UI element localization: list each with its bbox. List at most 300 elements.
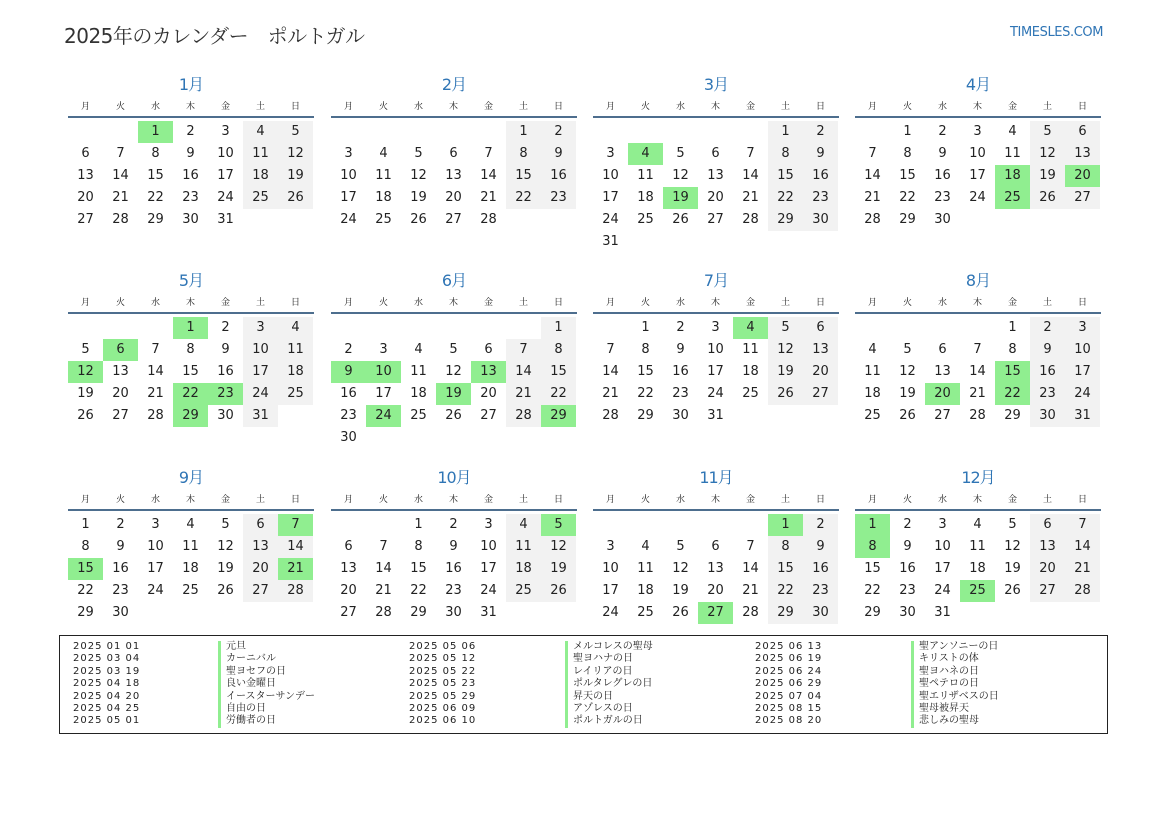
day-cell: 19 bbox=[278, 165, 313, 187]
weekday-label: 月 bbox=[343, 102, 353, 112]
legend-holiday-name: ポルトガルの日 bbox=[565, 715, 653, 727]
day-cell: 19 bbox=[410, 190, 427, 205]
day-cell: 7 bbox=[484, 146, 493, 161]
day-cell: 20 bbox=[112, 386, 129, 401]
day-cell: 3 bbox=[221, 124, 230, 139]
weekday-header bbox=[331, 294, 577, 314]
weekday-label: 土 bbox=[518, 495, 528, 505]
weekday-label: 月 bbox=[605, 102, 615, 112]
holiday-day-cell: 1 bbox=[768, 514, 803, 536]
legend-dates-col-3 bbox=[755, 641, 822, 728]
holiday-day-cell: 1 bbox=[855, 514, 890, 536]
holiday-day-cell: 8 bbox=[855, 536, 890, 558]
weekday-label: 月 bbox=[867, 298, 877, 308]
day-cell: 2 bbox=[116, 517, 125, 532]
day-cell: 5 bbox=[81, 342, 90, 357]
empty-cell bbox=[506, 317, 541, 339]
legend-names-col-1 bbox=[218, 641, 315, 728]
day-cell: 14 bbox=[1065, 536, 1100, 558]
legend-holiday-name: 聖エリザベスの日 bbox=[911, 691, 999, 703]
month-4 bbox=[855, 72, 1101, 231]
days-grid bbox=[331, 121, 577, 231]
day-cell: 13 bbox=[112, 364, 129, 379]
weekday-label: 月 bbox=[80, 298, 90, 308]
day-cell: 2 bbox=[221, 320, 230, 335]
day-cell: 16 bbox=[672, 364, 689, 379]
day-cell: 27 bbox=[445, 212, 462, 227]
weekday-label: 土 bbox=[255, 495, 265, 505]
day-cell: 9 bbox=[1030, 339, 1065, 361]
day-cell: 5 bbox=[449, 342, 458, 357]
day-cell: 3 bbox=[243, 317, 278, 339]
weekday-label: 金 bbox=[483, 298, 493, 308]
day-cell: 12 bbox=[899, 364, 916, 379]
day-cell: 28 bbox=[742, 212, 759, 227]
day-cell: 18 bbox=[375, 190, 392, 205]
weekday-label: 火 bbox=[640, 298, 650, 308]
day-cell: 1 bbox=[541, 317, 576, 339]
day-cell: 29 bbox=[768, 602, 803, 624]
empty-cell bbox=[331, 317, 366, 339]
empty-cell bbox=[103, 317, 138, 339]
day-cell: 1 bbox=[414, 517, 423, 532]
day-cell: 21 bbox=[969, 386, 986, 401]
day-cell: 31 bbox=[243, 405, 278, 427]
legend-holiday-name: 聖ヨハナの日 bbox=[565, 653, 653, 665]
day-cell: 29 bbox=[899, 212, 916, 227]
holiday-day-cell: 19 bbox=[663, 187, 698, 209]
day-cell: 29 bbox=[410, 605, 427, 620]
day-cell: 25 bbox=[637, 605, 654, 620]
day-cell: 5 bbox=[676, 146, 685, 161]
legend-dates-col-2 bbox=[409, 641, 476, 728]
day-cell: 26 bbox=[672, 212, 689, 227]
day-cell: 11 bbox=[375, 168, 392, 183]
legend-holiday-name: 自由の日 bbox=[218, 703, 315, 715]
day-cell: 18 bbox=[637, 583, 654, 598]
month-7 bbox=[593, 268, 839, 427]
holiday-day-cell: 15 bbox=[68, 558, 103, 580]
days-grid bbox=[593, 514, 839, 624]
weekday-label: 水 bbox=[150, 102, 160, 112]
weekday-label: 土 bbox=[518, 102, 528, 112]
day-cell: 24 bbox=[934, 583, 951, 598]
day-cell: 4 bbox=[243, 121, 278, 143]
legend-holiday-name: 労働者の日 bbox=[218, 715, 315, 727]
day-cell: 7 bbox=[151, 342, 160, 357]
weekday-label: 日 bbox=[553, 102, 563, 112]
weekday-label: 日 bbox=[815, 102, 825, 112]
day-cell: 31 bbox=[707, 408, 724, 423]
day-cell: 14 bbox=[480, 168, 497, 183]
day-cell: 3 bbox=[973, 124, 982, 139]
weekday-label: 金 bbox=[220, 102, 230, 112]
day-cell: 13 bbox=[707, 561, 724, 576]
weekday-label: 水 bbox=[413, 102, 423, 112]
legend-holiday-name: 聖母被昇天 bbox=[911, 703, 999, 715]
day-cell: 8 bbox=[768, 536, 803, 558]
weekday-label: 土 bbox=[1042, 495, 1052, 505]
day-cell: 5 bbox=[676, 539, 685, 554]
empty-cell bbox=[331, 514, 366, 536]
legend-date: 2025 06 24 bbox=[755, 665, 823, 677]
empty-cell bbox=[855, 121, 890, 143]
legend-date: 2025 06 19 bbox=[755, 653, 823, 665]
day-cell: 17 bbox=[969, 168, 986, 183]
day-cell: 18 bbox=[969, 561, 986, 576]
day-cell: 21 bbox=[147, 386, 164, 401]
holiday-day-cell: 20 bbox=[925, 383, 960, 405]
weekday-header bbox=[68, 294, 314, 314]
day-cell: 10 bbox=[707, 342, 724, 357]
weekday-header bbox=[593, 98, 839, 118]
day-cell: 5 bbox=[1030, 121, 1065, 143]
day-cell: 15 bbox=[899, 168, 916, 183]
legend-date: 2025 05 01 bbox=[73, 715, 141, 727]
day-cell: 25 bbox=[182, 583, 199, 598]
day-cell: 3 bbox=[938, 517, 947, 532]
weekday-label: 金 bbox=[1007, 298, 1017, 308]
empty-cell bbox=[855, 317, 890, 339]
month-name: 7月 bbox=[703, 271, 729, 290]
day-cell: 20 bbox=[1030, 558, 1065, 580]
day-cell: 18 bbox=[182, 561, 199, 576]
day-cell: 25 bbox=[864, 408, 881, 423]
day-cell: 14 bbox=[506, 361, 541, 383]
legend-holiday-name: キリストの体 bbox=[911, 653, 999, 665]
legend-date: 2025 04 25 bbox=[73, 702, 141, 714]
weekday-label: 火 bbox=[640, 495, 650, 505]
day-cell: 26 bbox=[672, 605, 689, 620]
day-cell: 14 bbox=[147, 364, 164, 379]
day-cell: 14 bbox=[742, 168, 759, 183]
day-cell: 31 bbox=[934, 605, 951, 620]
day-cell: 27 bbox=[340, 605, 357, 620]
weekday-label: 水 bbox=[413, 495, 423, 505]
day-cell: 19 bbox=[768, 361, 803, 383]
empty-cell bbox=[593, 317, 628, 339]
days-grid bbox=[331, 317, 577, 449]
day-cell: 25 bbox=[243, 187, 278, 209]
day-cell: 11 bbox=[278, 339, 313, 361]
weekday-label: 土 bbox=[780, 102, 790, 112]
day-cell: 26 bbox=[278, 187, 313, 209]
weekday-label: 木 bbox=[972, 495, 982, 505]
holiday-day-cell: 27 bbox=[698, 602, 733, 624]
weekday-header bbox=[331, 98, 577, 118]
day-cell: 23 bbox=[672, 386, 689, 401]
day-cell: 10 bbox=[340, 168, 357, 183]
days-grid bbox=[593, 121, 839, 253]
day-cell: 26 bbox=[1004, 583, 1021, 598]
weekday-label: 水 bbox=[675, 298, 685, 308]
day-cell: 20 bbox=[340, 583, 357, 598]
empty-cell bbox=[436, 121, 471, 143]
day-cell: 10 bbox=[243, 339, 278, 361]
legend-date: 2025 06 29 bbox=[755, 678, 823, 690]
weekday-label: 木 bbox=[710, 102, 720, 112]
day-cell: 17 bbox=[934, 561, 951, 576]
day-cell: 28 bbox=[375, 605, 392, 620]
weekday-label: 金 bbox=[220, 495, 230, 505]
empty-cell bbox=[68, 317, 103, 339]
empty-cell bbox=[925, 317, 960, 339]
day-cell: 8 bbox=[1008, 342, 1017, 357]
day-cell: 1 bbox=[768, 121, 803, 143]
day-cell: 14 bbox=[112, 168, 129, 183]
weekday-label: 火 bbox=[115, 298, 125, 308]
empty-cell bbox=[628, 514, 663, 536]
weekday-header bbox=[593, 294, 839, 314]
day-cell: 10 bbox=[602, 168, 619, 183]
day-cell: 18 bbox=[637, 190, 654, 205]
days-grid bbox=[68, 121, 314, 231]
weekday-label: 日 bbox=[290, 102, 300, 112]
day-cell: 17 bbox=[147, 561, 164, 576]
day-cell: 30 bbox=[217, 408, 234, 423]
day-cell: 6 bbox=[81, 146, 90, 161]
day-cell: 8 bbox=[186, 342, 195, 357]
weekday-label: 木 bbox=[185, 495, 195, 505]
empty-cell bbox=[733, 514, 768, 536]
day-cell: 16 bbox=[445, 561, 462, 576]
day-cell: 31 bbox=[217, 212, 234, 227]
day-cell: 13 bbox=[1030, 536, 1065, 558]
day-cell: 15 bbox=[864, 561, 881, 576]
day-cell: 12 bbox=[672, 168, 689, 183]
month-name: 8月 bbox=[965, 271, 991, 290]
empty-cell bbox=[663, 121, 698, 143]
weekday-header bbox=[855, 294, 1101, 314]
empty-cell bbox=[68, 121, 103, 143]
day-cell: 22 bbox=[541, 383, 576, 405]
day-cell: 2 bbox=[1030, 317, 1065, 339]
day-cell: 2 bbox=[803, 121, 838, 143]
weekday-header bbox=[855, 98, 1101, 118]
day-cell: 9 bbox=[116, 539, 125, 554]
day-cell: 2 bbox=[938, 124, 947, 139]
empty-cell bbox=[401, 317, 436, 339]
weekday-label: 金 bbox=[1007, 102, 1017, 112]
weekday-label: 月 bbox=[80, 495, 90, 505]
day-cell: 12 bbox=[217, 539, 234, 554]
day-cell: 22 bbox=[864, 583, 881, 598]
day-cell: 28 bbox=[742, 605, 759, 620]
holiday-day-cell: 25 bbox=[960, 580, 995, 602]
day-cell: 6 bbox=[1065, 121, 1100, 143]
holiday-day-cell: 29 bbox=[541, 405, 576, 427]
month-10 bbox=[331, 465, 577, 624]
empty-cell bbox=[331, 121, 366, 143]
day-cell: 15 bbox=[637, 364, 654, 379]
weekday-label: 日 bbox=[815, 298, 825, 308]
empty-cell bbox=[698, 514, 733, 536]
legend-holiday-name: メルコレスの聖母 bbox=[565, 641, 653, 653]
day-cell: 5 bbox=[1008, 517, 1017, 532]
legend-date: 2025 01 01 bbox=[73, 641, 141, 652]
day-cell: 23 bbox=[112, 583, 129, 598]
day-cell: 30 bbox=[182, 212, 199, 227]
day-cell: 27 bbox=[707, 212, 724, 227]
weekday-label: 火 bbox=[115, 495, 125, 505]
weekday-label: 日 bbox=[1077, 495, 1087, 505]
day-cell: 14 bbox=[742, 561, 759, 576]
weekday-header bbox=[593, 491, 839, 511]
day-cell: 16 bbox=[541, 165, 576, 187]
day-cell: 11 bbox=[410, 364, 427, 379]
weekday-label: 日 bbox=[553, 298, 563, 308]
legend-dates-col-1 bbox=[73, 641, 140, 728]
day-cell: 22 bbox=[899, 190, 916, 205]
month-name: 6月 bbox=[441, 271, 467, 290]
day-cell: 23 bbox=[541, 187, 576, 209]
brand-logo-text[interactable]: TIMESLES.COM bbox=[1010, 25, 1104, 40]
weekday-label: 木 bbox=[185, 298, 195, 308]
month-3 bbox=[593, 72, 839, 253]
day-cell: 7 bbox=[379, 539, 388, 554]
day-cell: 9 bbox=[186, 146, 195, 161]
day-cell: 22 bbox=[147, 190, 164, 205]
weekday-label: 日 bbox=[1077, 102, 1087, 112]
day-cell: 17 bbox=[340, 190, 357, 205]
empty-cell bbox=[698, 121, 733, 143]
day-cell: 1 bbox=[81, 517, 90, 532]
empty-cell bbox=[436, 317, 471, 339]
weekday-label: 日 bbox=[290, 495, 300, 505]
day-cell: 28 bbox=[602, 408, 619, 423]
day-cell: 26 bbox=[217, 583, 234, 598]
day-cell: 21 bbox=[742, 583, 759, 598]
weekday-label: 金 bbox=[220, 298, 230, 308]
day-cell: 11 bbox=[742, 342, 759, 357]
day-cell: 21 bbox=[864, 190, 881, 205]
days-grid bbox=[855, 317, 1101, 427]
weekday-label: 金 bbox=[745, 102, 755, 112]
day-cell: 30 bbox=[803, 209, 838, 231]
day-cell: 4 bbox=[1008, 124, 1017, 139]
day-cell: 13 bbox=[340, 561, 357, 576]
day-cell: 18 bbox=[278, 361, 313, 383]
day-cell: 4 bbox=[278, 317, 313, 339]
day-cell: 3 bbox=[1065, 317, 1100, 339]
day-cell: 16 bbox=[899, 561, 916, 576]
month-name: 12月 bbox=[961, 468, 995, 487]
weekday-label: 土 bbox=[780, 298, 790, 308]
day-cell: 30 bbox=[340, 430, 357, 445]
legend-date: 2025 03 04 bbox=[73, 653, 141, 665]
day-cell: 16 bbox=[803, 558, 838, 580]
day-cell: 19 bbox=[1030, 165, 1065, 187]
weekday-label: 金 bbox=[745, 298, 755, 308]
day-cell: 27 bbox=[1065, 187, 1100, 209]
month-name: 9月 bbox=[178, 468, 204, 487]
weekday-label: 火 bbox=[640, 102, 650, 112]
day-cell: 30 bbox=[445, 605, 462, 620]
weekday-label: 火 bbox=[115, 102, 125, 112]
day-cell: 8 bbox=[768, 143, 803, 165]
weekday-label: 火 bbox=[378, 495, 388, 505]
legend-holiday-name: 聖アンソニーの日 bbox=[911, 641, 999, 653]
day-cell: 13 bbox=[803, 339, 838, 361]
month-1 bbox=[68, 72, 314, 231]
day-cell: 4 bbox=[379, 146, 388, 161]
day-cell: 16 bbox=[112, 561, 129, 576]
day-cell: 7 bbox=[746, 539, 755, 554]
weekday-label: 日 bbox=[553, 495, 563, 505]
day-cell: 19 bbox=[217, 561, 234, 576]
holiday-day-cell: 1 bbox=[173, 317, 208, 339]
empty-cell bbox=[471, 121, 506, 143]
day-cell: 17 bbox=[707, 364, 724, 379]
legend-holiday-name: レイリアの日 bbox=[565, 666, 653, 678]
legend-holiday-name: アゾレスの日 bbox=[565, 703, 653, 715]
month-name: 10月 bbox=[437, 468, 471, 487]
day-cell: 26 bbox=[541, 580, 576, 602]
day-cell: 18 bbox=[410, 386, 427, 401]
weekday-label: 水 bbox=[937, 495, 947, 505]
day-cell: 25 bbox=[410, 408, 427, 423]
month-12 bbox=[855, 465, 1101, 624]
day-cell: 6 bbox=[449, 146, 458, 161]
day-cell: 23 bbox=[899, 583, 916, 598]
weekday-label: 火 bbox=[902, 102, 912, 112]
day-cell: 28 bbox=[506, 405, 541, 427]
weekday-label: 月 bbox=[80, 102, 90, 112]
day-cell: 14 bbox=[864, 168, 881, 183]
day-cell: 7 bbox=[506, 339, 541, 361]
day-cell: 16 bbox=[934, 168, 951, 183]
day-cell: 23 bbox=[340, 408, 357, 423]
day-cell: 18 bbox=[243, 165, 278, 187]
weekday-label: 土 bbox=[1042, 102, 1052, 112]
day-cell: 9 bbox=[676, 342, 685, 357]
day-cell: 29 bbox=[147, 212, 164, 227]
month-5 bbox=[68, 268, 314, 427]
day-cell: 6 bbox=[938, 342, 947, 357]
day-cell: 30 bbox=[1030, 405, 1065, 427]
day-cell: 12 bbox=[768, 339, 803, 361]
day-cell: 1 bbox=[506, 121, 541, 143]
day-cell: 9 bbox=[803, 536, 838, 558]
holiday-day-cell: 22 bbox=[995, 383, 1030, 405]
weekday-label: 木 bbox=[448, 495, 458, 505]
weekday-label: 月 bbox=[605, 495, 615, 505]
day-cell: 27 bbox=[803, 383, 838, 405]
day-cell: 7 bbox=[746, 146, 755, 161]
day-cell: 26 bbox=[899, 408, 916, 423]
weekday-label: 月 bbox=[343, 298, 353, 308]
holiday-day-cell: 25 bbox=[995, 187, 1030, 209]
day-cell: 28 bbox=[112, 212, 129, 227]
day-cell: 17 bbox=[217, 168, 234, 183]
day-cell: 17 bbox=[375, 386, 392, 401]
day-cell: 26 bbox=[77, 408, 94, 423]
day-cell: 28 bbox=[969, 408, 986, 423]
month-name: 1月 bbox=[178, 75, 204, 94]
legend-date: 2025 07 04 bbox=[755, 690, 823, 702]
day-cell: 19 bbox=[77, 386, 94, 401]
day-cell: 8 bbox=[81, 539, 90, 554]
day-cell: 27 bbox=[1030, 580, 1065, 602]
day-cell: 22 bbox=[77, 583, 94, 598]
legend-date: 2025 05 29 bbox=[409, 690, 477, 702]
day-cell: 19 bbox=[1004, 561, 1021, 576]
empty-cell bbox=[366, 121, 401, 143]
weekday-label: 木 bbox=[710, 298, 720, 308]
day-cell: 21 bbox=[602, 386, 619, 401]
day-cell: 18 bbox=[506, 558, 541, 580]
day-cell: 18 bbox=[864, 386, 881, 401]
